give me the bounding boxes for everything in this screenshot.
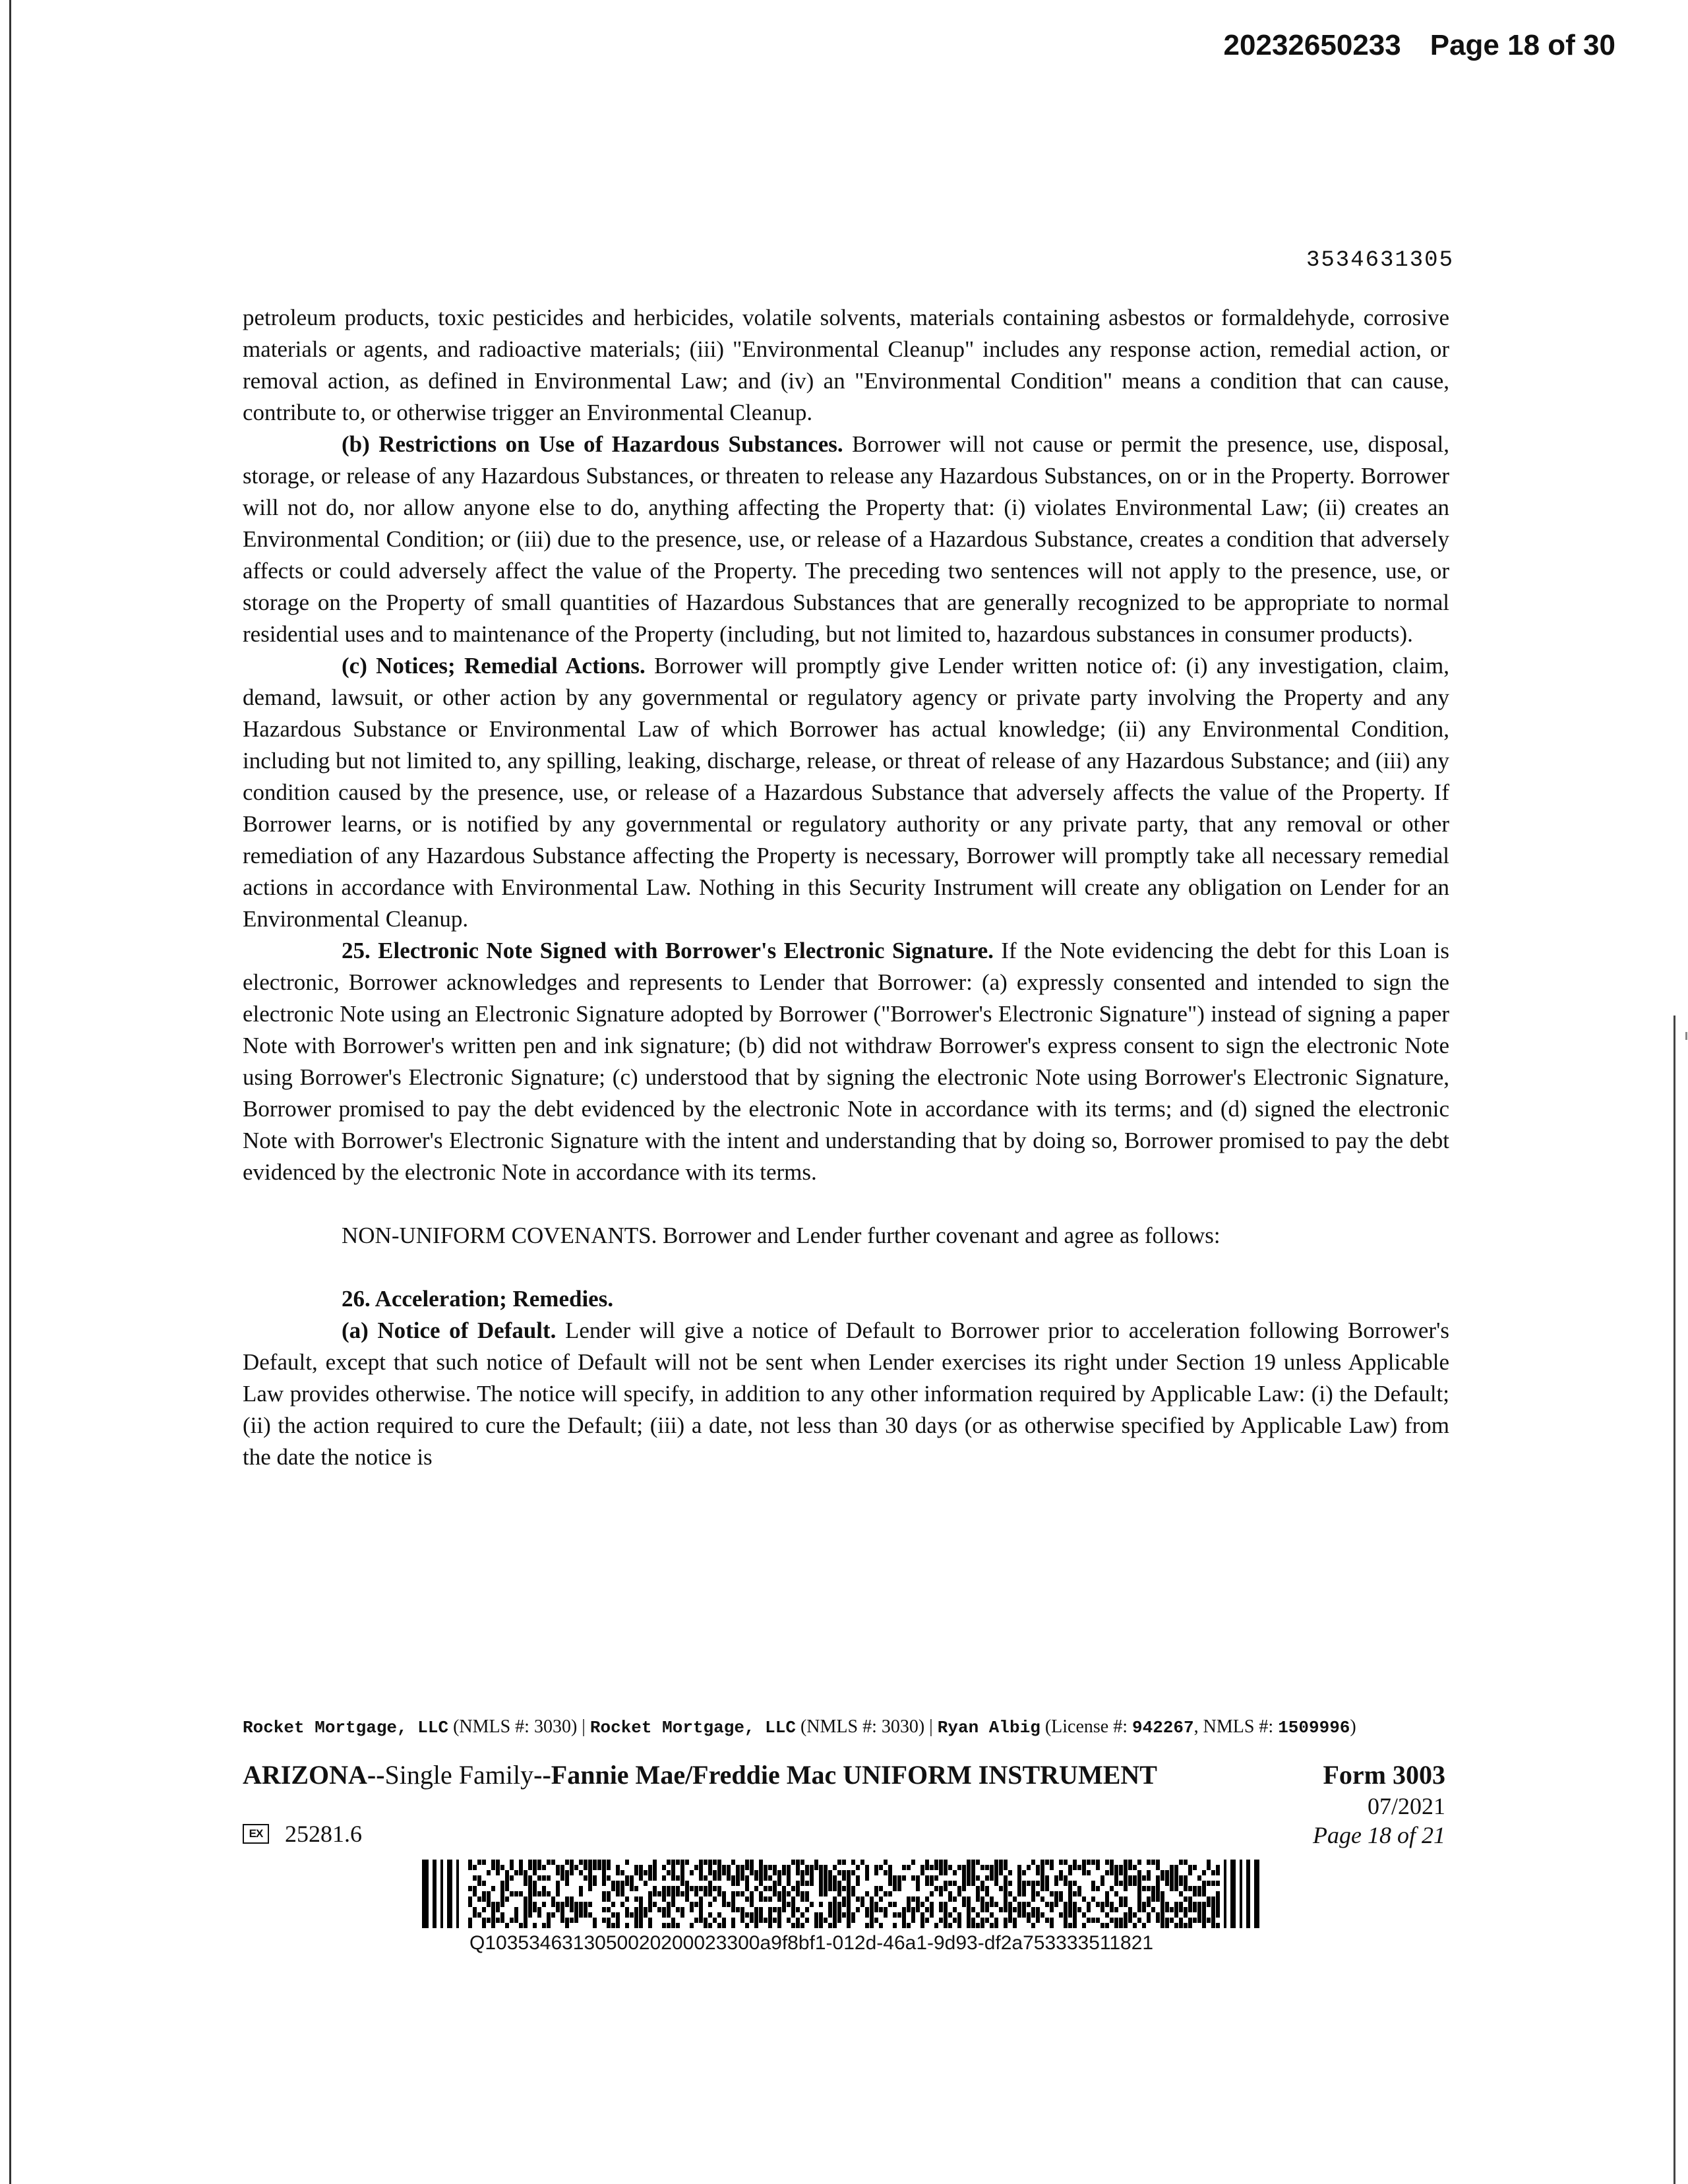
paragraph-text: If the Note evidencing the debt for this Loan is electronic, Borrower acknowledges and represents to Lender that Borrower: (a) expressly consented and intended to sign the electronic Note using an Electronic Signature adopted by Borrower ("Borrower's Electronic Signature") instead of signing a paper Note with Borrower's written pen and ink signature; (b) did not withdraw Borrower's express consent to sign the electronic Note using Borrower's Electronic Signature; (c) understood that by signing the electronic Note using Borrower's Electronic Signature, Borrower promised to pay the debt evidenced by the electronic Note in accordance with its terms; and (d) signed the electronic Note with Borrower's Electronic Signature with the intent and understanding that by doing so, Borrower promised to pay the debt evidenced by the electronic Note in accordance with its terms. xyxy=(243,938,1450,1185)
form-title-instrument: Fannie Mae/Freddie Mac UNIFORM INSTRUMENT xyxy=(551,1760,1157,1790)
lender-nmls: (NMLS #: 3030) | xyxy=(795,1716,938,1737)
originator-nmls: 1509996 xyxy=(1278,1718,1350,1738)
section-heading: 25. Electronic Note Signed with Borrower's Electronic Signature. xyxy=(342,938,994,963)
form-number: Form 3003 xyxy=(1323,1760,1445,1790)
form-date: 07/2021 xyxy=(1367,1793,1445,1819)
section-heading: (c) Notices; Remedial Actions. xyxy=(342,653,646,679)
license-label: (License #: xyxy=(1040,1716,1132,1737)
barcode-text: Q1035346313050020200023300a9f8bf1-012d-46a1-9d93-df2a753333511821 xyxy=(469,1932,1154,1954)
barcode-image xyxy=(422,1860,1259,1928)
paragraph-non-uniform-covenants: NON-UNIFORM COVENANTS. Borrower and Lender further covenant and agree as follows: xyxy=(342,1223,1221,1248)
paragraph-acceleration-heading xyxy=(243,1283,1449,1315)
form-page-number: Page 18 of 21 xyxy=(1313,1822,1445,1848)
scan-edge-mark xyxy=(1685,1032,1687,1040)
lender-name: Rocket Mortgage, LLC xyxy=(589,1718,796,1738)
ex-logo-icon: EX xyxy=(243,1824,269,1844)
license-close: ) xyxy=(1350,1716,1356,1737)
originator-name: Ryan Albig xyxy=(937,1718,1040,1738)
license-number: 942267 xyxy=(1131,1718,1194,1738)
scan-right-edge xyxy=(1673,1016,1675,2184)
recording-page-label: Page 18 of 30 xyxy=(1430,29,1615,61)
paragraph-definitions-continued: petroleum products, toxic pesticides and herbicides, volatile solvents, materials containing asbestos or formaldehyde, corrosive materials or agents, and radioactive materials; (iii) "Environmental Cleanup" includes any response action, remedial action, or removal action, as defined in Environmental Law; and (iv) an "Environmental Condition" means a condition that can cause, contribute to, or otherwise trigger an Environmental Cleanup. xyxy=(243,305,1449,425)
paragraph-electronic-note xyxy=(243,935,1449,1188)
document-body xyxy=(243,302,1449,1473)
form-title-state: ARIZONA xyxy=(243,1760,367,1790)
scan-left-edge xyxy=(9,0,11,2184)
form-title-type: Single Family xyxy=(384,1760,534,1790)
form-title xyxy=(243,1759,1157,1790)
paragraph-notices xyxy=(243,650,1449,935)
form-code-number: 25281.6 xyxy=(285,1821,362,1847)
loan-number: 3534631305 xyxy=(1306,248,1454,273)
section-heading: 26. Acceleration; Remedies. xyxy=(342,1286,614,1312)
section-heading: (b) Restrictions on Use of Hazardous Substances. xyxy=(342,431,843,457)
form-title-separator: -- xyxy=(533,1760,551,1790)
paragraph-text: Borrower will not cause or permit the presence, use, disposal, storage, or release of any Hazardous Substances, or threaten to release any Hazardous Substances, on or in the Property. Borrower will not do, nor allow anyone else to do, anything affecting the Property that: (i) violates Environmental Law; (ii) creates an Environmental Condition; or (iii) due to the presence, use, or release of a Hazardous Substance, creates a condition that adversely affects or could adversely affect the value of the Property. The preceding two sentences will not apply to the presence, use, or storage on the Property of small quantities of Hazardous Substances that are generally recognized to be appropriate to normal residential uses and to maintenance of the Property (including, but not limited to, hazardous substances in consumer products). xyxy=(243,431,1449,647)
license-nmls-label: , NMLS #: xyxy=(1193,1716,1279,1737)
form-title-separator: -- xyxy=(367,1760,385,1790)
form-code xyxy=(243,1820,362,1848)
paragraph-text: Lender will give a notice of Default to Borrower prior to acceleration following Borrower's Default, except that such notice of Default will not be sent when Lender exercises its right under Section 19 unless Applicable Law provides otherwise. The notice will specify, in addition to any other information required by Applicable Law: (i) the Default; (ii) the action required to cure the Default; (iii) a date, not less than 30 days (or as otherwise specified by Applicable Law) from the date the notice is xyxy=(243,1318,1449,1470)
paragraph-notice-of-default xyxy=(243,1315,1449,1473)
document-number: 20232650233 xyxy=(1223,29,1401,61)
lender-name: Rocket Mortgage, LLC xyxy=(243,1718,449,1738)
lender-nmls: (NMLS #: 3030) | xyxy=(448,1716,590,1737)
paragraph-text: Borrower will promptly give Lender written notice of: (i) any investigation, claim, demand, lawsuit, or other action by any governmental or regulatory agency or private party involving the Property and any Hazardous Substance or Environmental Law of which Borrower has actual knowledge; (ii) any Environmental Condition, including but not limited to, any spilling, leaking, discharge, release, or threat of release of any Hazardous Substance; and (iii) any condition caused by the presence, use, or release of a Hazardous Substance that adversely affects the value of the Property. If Borrower learns, or is notified by any governmental or regulatory authority or any private party, that any removal or other remediation of any Hazardous Substance affecting the Property is necessary, Borrower will promptly take all necessary remedial actions in accordance with Environmental Law. Nothing in this Security Instrument will create any obligation on Lender for an Environmental Cleanup. xyxy=(243,653,1450,932)
paragraph-restrictions xyxy=(243,429,1449,650)
footer-lender-info xyxy=(243,1714,1449,1740)
recording-header xyxy=(1224,29,1615,62)
section-heading: (a) Notice of Default. xyxy=(342,1318,557,1343)
